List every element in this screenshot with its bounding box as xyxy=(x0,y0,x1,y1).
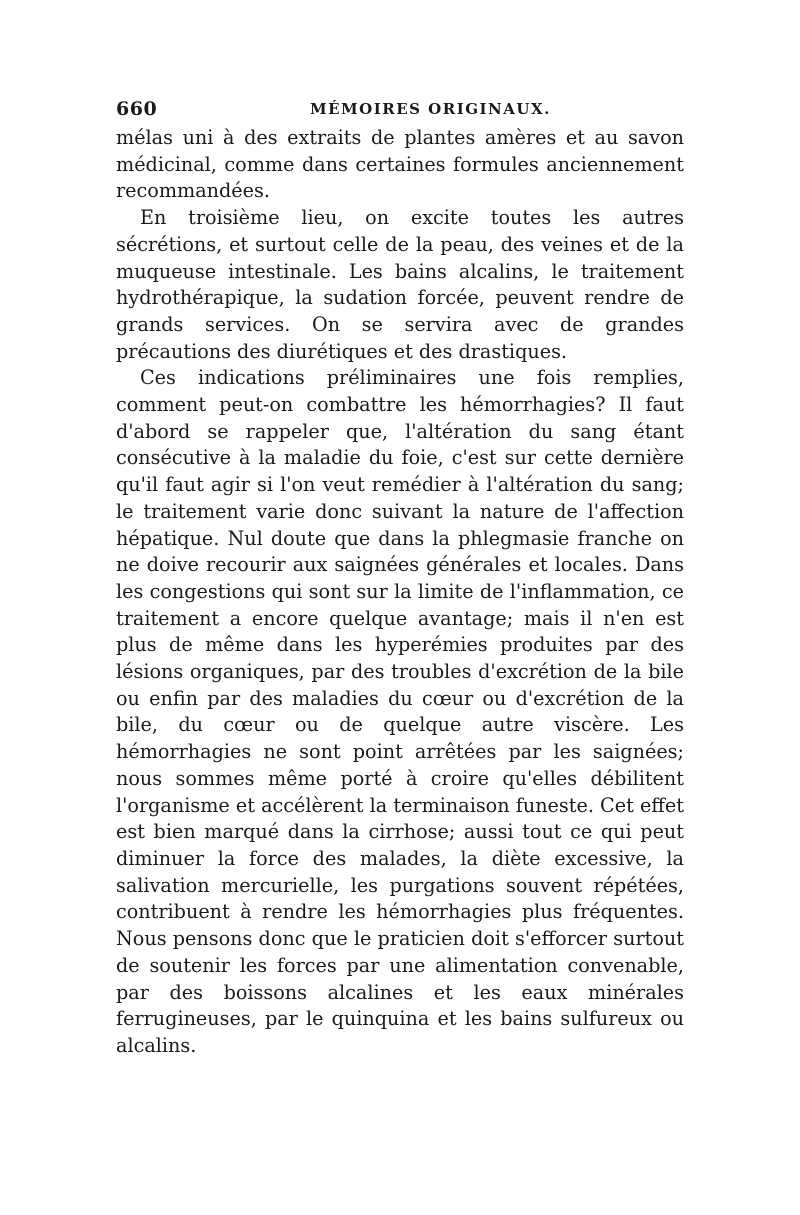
page-number: 660 xyxy=(116,98,158,120)
book-page xyxy=(116,98,684,1060)
paragraph-continuation: mélas uni à des extraits de plantes amères et au savon médicinal, comme dans certaines formules anciennement recommandées. xyxy=(116,126,684,203)
paragraph-secretions: En troisième lieu, on excite toutes les autres sécrétions, et surtout celle de la peau, des veines et de la muqueuse intestinale. Les bains alcalins, le traitement hydrothérapique, la sudation forcée, peuvent rendre de grands services. On se servira avec de grandes précautions des diurétiques et des drastiques. xyxy=(116,206,684,363)
running-head xyxy=(116,98,684,124)
body-text xyxy=(116,125,684,1060)
paragraph-hemorrhagies: Ces indications préliminaires une fois remplies, comment peut-on combattre les hémorrhagies? Il faut d'abord se rappeler que, l'altération du sang étant consécutive à la maladie du foie, c'est sur cette dernière qu'il faut agir si l'on veut remédier à l'altération du sang; le traitement varie donc suivant la nature de l'affection hépatique. Nul doute que dans la phlegmasie franche on ne doive recourir aux saignées générales et locales. Dans les congestions qui sont sur la limite de l'inflammation, ce traitement a encore quelque avantage; mais il n'en est plus de même dans les hyperémies produites par des lésions organiques, par des troubles d'excrétion de la bile ou enfin par des maladies du cœur ou d'excrétion de la bile, du cœur ou de quelque autre viscère. Les hémorrhagies ne sont point arrêtées par les saignées; nous sommes même porté à croire qu'elles débilitent l'organisme et accélèrent la terminaison funeste. Cet effet est bien marqué dans la cirrhose; aussi tout ce qui peut diminuer la force des malades, la diète excessive, la salivation mercurielle, les purgations souvent répétées, contribuent à rendre les hémorrhagies plus fréquentes. Nous pensons donc que le praticien doit s'efforcer surtout de soutenir les forces par une alimentation convenable, par des boissons alcalines et les eaux minérales ferrugineuses, par le quinquina et les bains sulfureux ou alcalins. xyxy=(116,366,684,1057)
running-title: MÉMOIRES ORIGINAUX. xyxy=(310,100,551,118)
